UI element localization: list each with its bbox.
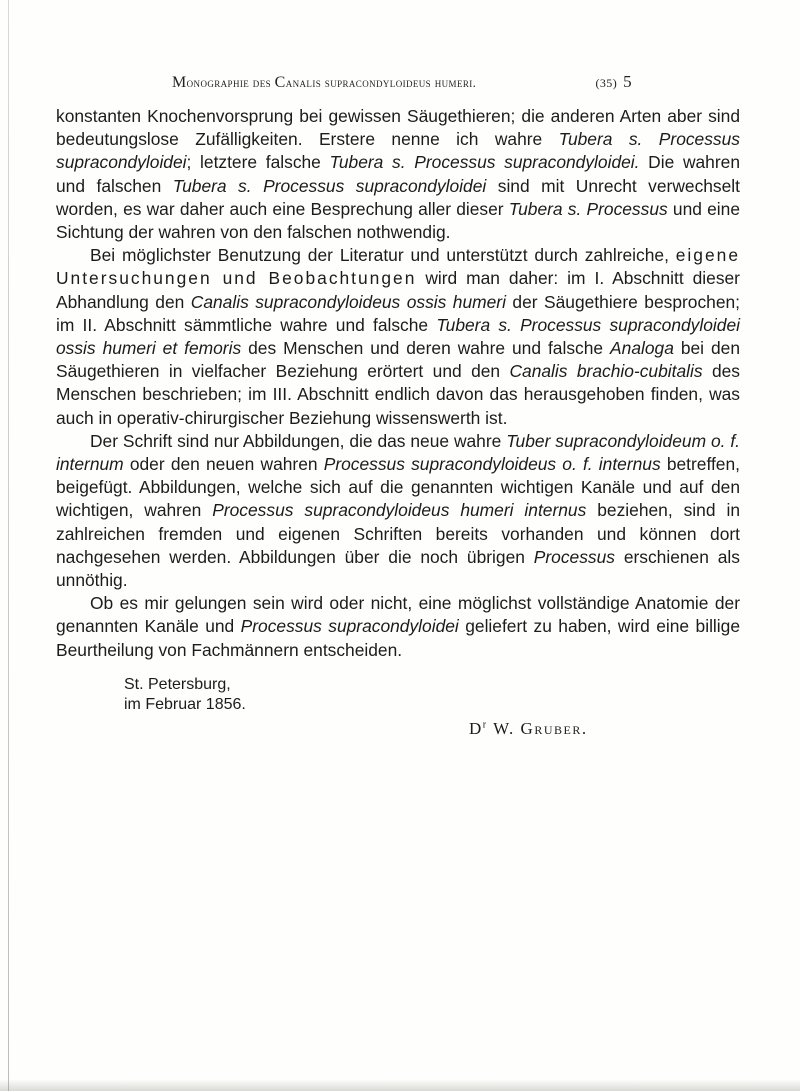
text-run: eigene Untersuchungen und Beobachtungen: [56, 245, 740, 289]
text-run: sind mit Unrecht verwechselt worden, es war daher auch eine Besprechung aller dieser: [56, 175, 740, 219]
italic-term: Tuber supracondyloideum o. f. internum: [56, 430, 740, 475]
text-run: des Menschen und deren wahre und falsche: [241, 338, 611, 359]
paragraph: [56, 244, 740, 430]
text-run: konstanten Knochenvorsprung bei gewissen Säugethieren; die anderen Arten aber sind bedeutungslose Zufälligkeiten. Erstere nenne ich wahre: [56, 106, 740, 150]
page-ref: (35): [595, 76, 618, 90]
sig-prefix: D: [469, 719, 483, 738]
paragraph: [56, 105, 740, 244]
running-header: [172, 72, 632, 92]
italic-term: Tubera s. Processus supracondyloidei ossis humeri et femoris: [56, 314, 740, 359]
place-date-line: im Februar 1856.: [124, 696, 246, 713]
header-text-2: analis supracondyloideus humeri.: [285, 75, 477, 90]
italic-term: Processus supracondyloidei: [240, 616, 459, 637]
italic-term: Processus supracondyloideus o. f. internus: [323, 454, 661, 475]
text-run: geliefert zu haben, wird eine billige Beurtheilung von Fachmännern entscheiden.: [56, 616, 741, 660]
header-text-1: onographie des: [186, 75, 275, 90]
place-date: [124, 675, 246, 715]
paragraph: [56, 592, 740, 662]
text-run: ; letztere falsche: [186, 152, 330, 173]
text-run: oder den neuen wahren: [123, 454, 324, 475]
italic-term: Canalis brachio-cubitalis: [509, 361, 703, 382]
text-run: des Menschen beschrieben; im III. Abschnitt endlich davon das herausgehoben finden, was auch in operativ-chirurgischer Beziehung wissenswerth ist.: [56, 361, 740, 428]
scan-edge-line: [8, 0, 9, 1091]
text-run: betreffen, beigefügt. Abbildungen, welche sich auf die genannten wichtigen Kanäle und auf den wichtigen, wahren: [56, 454, 740, 521]
italic-term: Processus: [533, 546, 615, 567]
italic-term: Tubera s. Processus supracondyloidei.: [329, 152, 640, 173]
body-text: [56, 105, 740, 662]
text-run: Ob es mir gelungen sein wird oder nicht, eine möglichst vollständige Anatomie der genannten Kanäle und: [56, 593, 740, 637]
italic-term: Tubera s. Processus supracondyloidei: [56, 129, 740, 173]
text-run: beziehen, sind in zahlreichen fremden und eigenen Schriften bereits vorhanden und können dort nachgesehen werden. Abbildungen über die noch übrigen: [56, 500, 740, 567]
page-number: 5: [623, 72, 632, 91]
author-signature: [469, 719, 588, 739]
text-run: bei den Säugethieren in vielfacher Beziehung erörtert und den: [56, 338, 741, 382]
text-run: Der Schrift sind nur Abbildungen, die das neue wahre: [90, 430, 507, 451]
page-bottom-shadow: [0, 1079, 800, 1091]
text-run: Bei möglichster Benutzung der Literatur und unterstützt durch zahlreiche,: [90, 245, 676, 266]
page-number-block: [596, 72, 633, 92]
text-run: und eine Sichtung der wahren von den falschen nothwendig.: [56, 198, 740, 243]
header-title: [172, 74, 476, 92]
text-run: der Säugethiere besprochen; im II. Abschnitt sämmtliche wahre und falsche: [56, 291, 740, 335]
text-run: erschienen als unnöthig.: [56, 546, 740, 591]
sig-name: W. Gruber.: [487, 719, 588, 738]
place-city: St. Petersburg,: [124, 676, 231, 693]
text-run: Die wahren und falschen: [56, 152, 740, 196]
italic-term: Tubera s. Processus: [508, 198, 668, 219]
paragraph: [56, 430, 740, 592]
header-initial: M: [172, 74, 187, 91]
italic-term: Analoga: [610, 338, 674, 359]
italic-term: Tubera s. Processus supracondyloidei: [172, 175, 487, 196]
text-run: wird man daher: im I. Abschnitt dieser Abhandlung den: [56, 268, 740, 312]
sig-sup: r: [482, 719, 488, 731]
italic-term: Processus supracondyloideus humeri internus: [212, 500, 587, 521]
italic-term: Canalis supracondyloideus ossis humeri: [190, 291, 506, 312]
header-initial-c: C: [274, 74, 286, 91]
